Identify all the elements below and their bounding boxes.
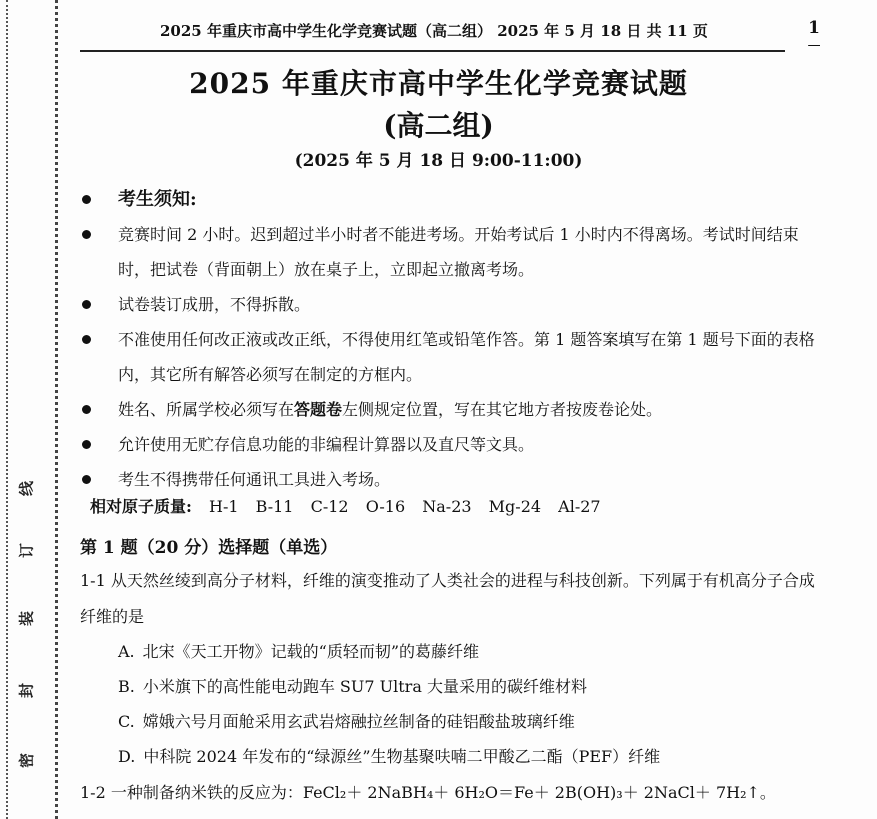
option-letter: A. [118,642,135,661]
question-1-1-options [118,634,828,774]
bullet-icon [82,405,91,414]
question-1-heading: 第 1 题（20 分）选择题（单选） [80,538,338,558]
atomic-mass-value: Al-27 [558,497,601,516]
header-text: 2025 年重庆市高中学生化学竞赛试题（高二组） 2025 年 5 月 18 日 共 11 页 [160,22,708,40]
bullet-icon [82,300,91,309]
notice-item [82,427,822,462]
binding-char-feng: 封 [17,683,36,699]
notice-item [82,392,822,427]
notice-item-text: 考生不得携带任何通讯工具进入考场。 [118,470,391,489]
notice-item-text: 允许使用无贮存信息功能的非编程计算器以及直尺等文具。 [118,435,535,454]
option-b [118,669,828,704]
bullet-icon [82,475,91,484]
question-1-2-stem: 1-2 一种制备纳米铁的反应为：FeCl₂＋ 2NaBH₄＋ 6H₂O＝Fe＋ 2B(OH)₃＋ 2NaCl＋ 7H₂↑。 [80,783,776,802]
notice-item-text-post: 左侧规定位置，写在其它地方者按废卷论处。 [342,400,663,419]
option-letter: B. [118,677,135,696]
option-text: 北宋《天工开物》记载的“质轻而韧”的葛藤纤维 [142,642,480,661]
notice-item-text-pre: 姓名、所属学校必须写在 [118,400,295,419]
page-number: 1 [808,18,820,38]
atomic-mass-value: B-11 [255,497,294,516]
exam-title: 2025 年重庆市高中学生化学竞赛试题 [189,67,688,100]
atomic-masses-label: 相对原子质量: [90,497,192,516]
option-letter: C. [118,712,135,731]
candidate-notice [82,182,822,497]
option-text: 中科院 2024 年发布的“绿源丝”生物基聚呋喃二甲酸乙二酯（PEF）纤维 [143,747,661,766]
running-header [120,18,820,46]
option-text: 小米旗下的高性能电动跑车 SU7 Ultra 大量采用的碳纤维材料 [142,677,587,696]
atomic-masses [90,494,601,517]
option-c [118,704,828,739]
answer-sheet-term: 答题卷 [294,400,343,419]
option-a [118,634,828,669]
header-rule [80,50,785,52]
exam-date-time: (2025 年 5 月 18 日 9:00-11:00) [294,151,583,171]
atomic-mass-value: O-16 [365,497,406,516]
binding-char-mi: 密 [17,753,36,769]
bullet-icon [82,335,91,344]
notice-item [82,322,822,392]
binding-char-ding: 订 [17,543,36,559]
option-text: 嫦娥六号月面舱采用玄武岩熔融拉丝制备的硅铝酸盐玻璃纤维 [142,712,575,731]
notice-item-text: 不准使用任何改正液或改正纸，不得使用红笔或铅笔作答。第 1 题答案填写在第 1 题号下面的表格内，其它所有解答必须写在制定的方框内。 [118,330,815,384]
notice-item [82,217,822,287]
notice-item [82,462,822,497]
bullet-icon [82,195,91,204]
question-1-1-stem: 1-1 从天然丝绫到高分子材料，纤维的演变推动了人类社会的进程与科技创新。下列属于有机高分子合成纤维的是 [80,571,815,626]
atomic-mass-value: Na-23 [422,497,472,516]
atomic-mass-value: C-12 [310,497,349,516]
binding-char-xian: 线 [17,481,36,497]
option-d [118,739,828,774]
bullet-icon [82,440,91,449]
option-letter: D. [118,747,136,766]
exam-group: (高二组) [383,109,494,142]
notice-item-text: 试卷装订成册，不得拆散。 [118,295,311,314]
notice-heading: 考生须知: [118,189,197,210]
notice-item-text: 竞赛时间 2 小时。迟到超过半小时者不能进考场。开始考试后 1 小时内不得离场。考试时间结束时，把试卷（背面朝上）放在桌子上，立即起立撤离考场。 [118,225,799,279]
notice-heading-item [82,182,822,217]
atomic-mass-value: H-1 [209,497,239,516]
notice-item [82,287,822,322]
bullet-icon [82,230,91,239]
atomic-mass-value: Mg-24 [488,497,542,516]
binding-char-zhuang: 装 [17,611,36,627]
